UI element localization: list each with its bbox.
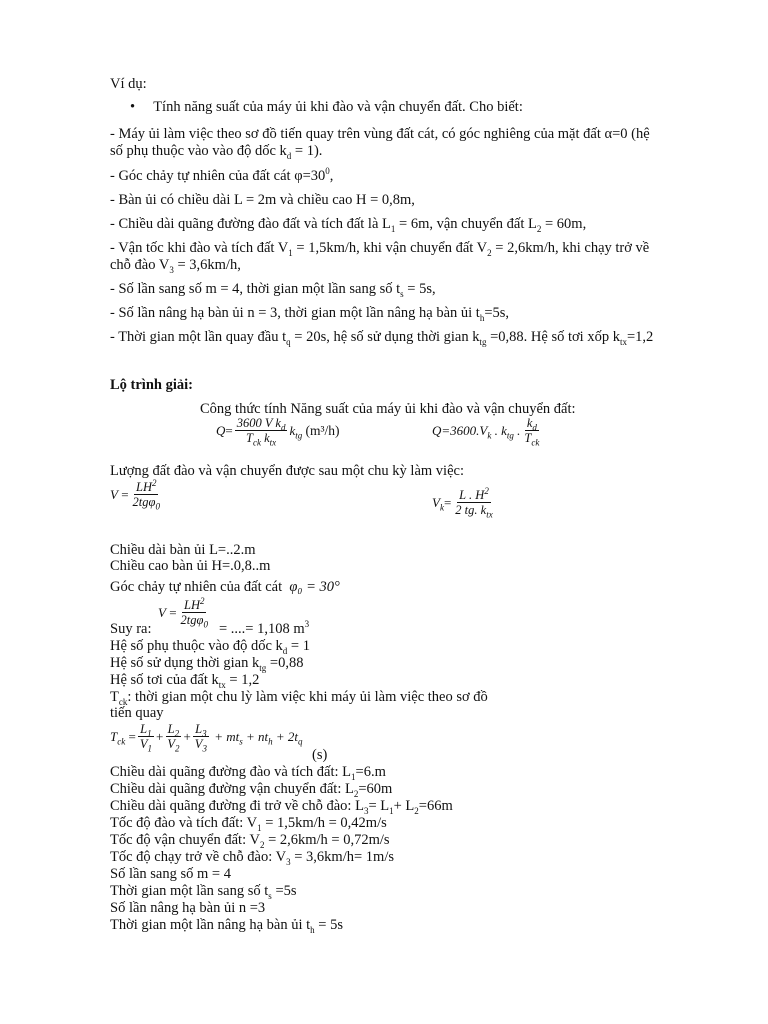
bullet-item — [130, 99, 523, 116]
solution-line-3: Góc chảy tự nhiên của đất cát φ₀ = 30° — [110, 579, 340, 595]
solution-line-10: Chiều dài quãng đường vận chuyển đất: $L_2=60m$ — [110, 781, 393, 799]
solution-line-8a: $T_{ck}$: thời gian một chu lỳ làm việc khi máy ủi làm việc theo sơ đồ — [110, 689, 488, 707]
given-line-8: - Thời gian một lần quay đầu $t_q = 20s$, hệ số sử dụng thời gian $k_{tg} =0,88$. Hệ số tơi xốp $k_{tx}=1,2$ — [110, 329, 654, 347]
solution-line-1: Chiều dài bàn ủi L=..2.m — [110, 542, 256, 558]
solution-line-12: Tốc độ đào và tích đất: $V_1 = 1,5km/h = 0,42m/s$ — [110, 815, 387, 833]
solution-line-4: Suy ra: — [110, 621, 152, 637]
solution-line-14: Tốc độ chạy trở về chỗ đào: $V_3 = 3,6km/h= 1m/s$ — [110, 849, 394, 867]
solution-line-2: Chiều cao bàn ủi H=.0,8..m — [110, 558, 271, 574]
solution-line-5: Hệ số phụ thuộc vào độ dốc $k_d = 1$ — [110, 638, 310, 656]
volume-result: = ....= 1,108 $m^3$ — [219, 619, 310, 637]
q-formula-2: Q=3600. $V_k$ . $k_{tg}$ . $\frac{k_d}{T_{ck}}$ — [432, 416, 540, 448]
given-line-7: - Số lần nâng hạ bàn ủi n = 3, thời gian một lần nâng hạ bàn ủi $t_h=5s$, — [110, 305, 510, 323]
solution-heading: Lộ trình giải: — [110, 377, 193, 393]
solution-line-13: Tốc độ vận chuyển đất: $V_2 = 2,6km/h = 0,72m/s$ — [110, 832, 390, 850]
v-formula-2: $V_k$ = $\frac{L . H^2}{2 tg. k_{tx}}$ — [432, 485, 493, 520]
solution-line-18: Thời gian một lần nâng hạ bàn ủi $t_h = 5s$ — [110, 917, 343, 935]
tck-unit: (s) — [312, 747, 328, 763]
q-formula-1: Q = $\frac{3600 V k_d}{T_{ck} k_{tx}}$ $k_{tg}$ (m³/h) — [216, 416, 340, 448]
given-line-2: - Góc chảy tự nhiên của đất cát $\varphi=30^0$, — [110, 166, 334, 184]
given-line-5a: - Vận tốc khi đào và tích đất $V_1 = 1,5km/h$, khi vận chuyển đất $V_2 = 2,6km/h$, khi chạy trở về — [110, 240, 650, 258]
solution-line-11: Chiều dài quãng đường đi trở về chỗ đào: $L_3= L_1+ L_2=66m$ — [110, 798, 453, 816]
given-line-4: - Chiều dài quãng đường đào đất và tích đất là $L_1 = 6m$, vận chuyển đất $L_2 = 60m$, — [110, 216, 587, 234]
v-formula-1: V = $\frac{LH^2}{2tg\varphi_0}$ — [110, 477, 160, 512]
solution-line-8b: tiến quay — [110, 705, 164, 721]
example-heading: Ví dụ: — [110, 76, 147, 92]
bullet-text: Tính năng suất của máy ủi khi đào và vận chuyển đất. Cho biết: — [153, 99, 523, 115]
given-line-1b: số phụ thuộc vào vào độ dốc $k_d = 1$). — [110, 143, 323, 161]
solution-line-9: Chiều dài quãng đường đào và tích đất: $L_1=6.m$ — [110, 764, 386, 782]
solution-line-6: Hệ số sử dụng thời gian $k_{tg} =0,88$ — [110, 655, 304, 673]
volume-intro: Lượng đất đào và vận chuyển được sau một chu kỳ làm việc: — [110, 463, 464, 479]
given-line-1a: - Máy ủi làm việc theo sơ đồ tiến quay trên vùng đất cát, có góc nghiêng của mặt đất α=0 (hệ — [110, 126, 650, 142]
formula-intro: Công thức tính Năng suất của máy ủi khi đào và vận chuyển đất: — [200, 401, 576, 417]
solution-line-17: Số lần nâng hạ bàn ủi n =3 — [110, 900, 266, 916]
given-line-3: - Bàn ủi có chiều dài L = 2m và chiều cao H = 0,8m, — [110, 192, 415, 208]
given-line-5b: chỗ đào $V_3 = 3,6km/h$, — [110, 257, 241, 275]
v-formula-3: V = $\frac{LH^2}{2tg\varphi_0}$ — [158, 595, 208, 630]
bullet-dot: • — [130, 99, 136, 115]
given-line-6: - Số lần sang số m = 4, thời gian một lần sang số $t_s = 5s$, — [110, 281, 436, 299]
solution-line-7: Hệ số tơi của đất $k_{tx} = 1,2$ — [110, 672, 260, 690]
solution-line-15: Số lần sang số m = 4 — [110, 866, 231, 882]
tck-formula: $T_{ck}$ = $\frac{L_1}{V_1}$ + $\frac{L_2}{V_2}$ + $\frac{L_3}{V_3}$ + $mt_s + nt_h + 2t_q$ — [110, 722, 303, 754]
solution-line-16: Thời gian một lần sang số $t_s =5s$ — [110, 883, 297, 901]
